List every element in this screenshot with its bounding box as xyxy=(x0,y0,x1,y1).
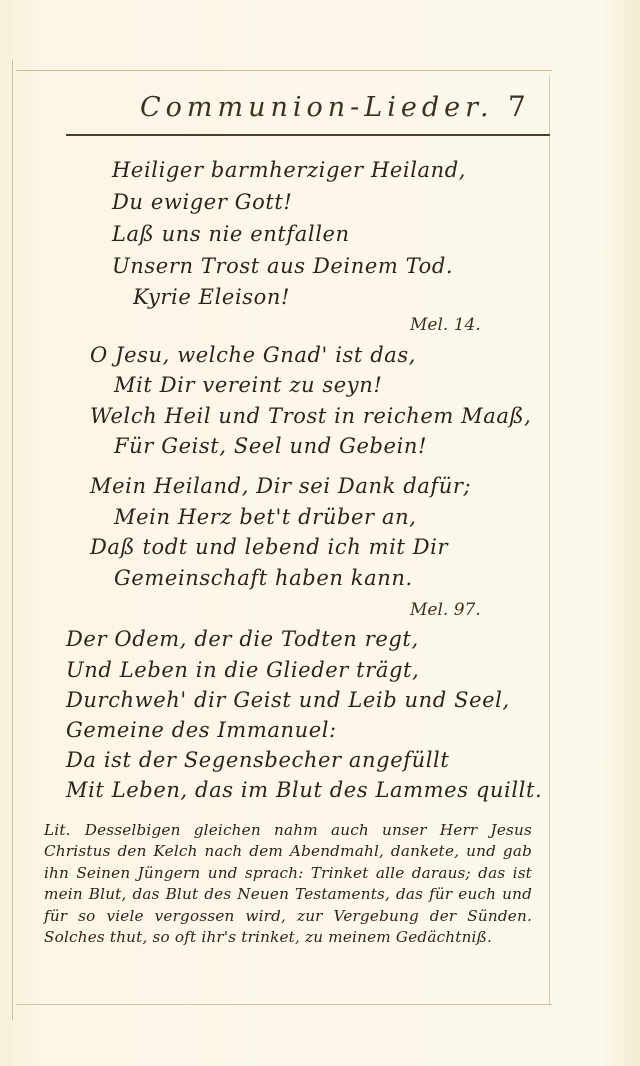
footnote-text: Desselbigen gleichen nahm auch unser Herr Jesus Christus den Kelch nach dem Abendmahl, dankete, und gab ihn Seinen Jüngern und sprach: Trinket alle daraus; das ist mein Blut, das Blut des Neuen Testaments, das für euch und für so viele vergossen wird, zur Vergebung der Sünden. Solches thut, so oft ihr's trinket, zu meinem Gedächtniß. xyxy=(44,821,532,947)
bottom-border-rule xyxy=(16,1004,552,1005)
page-edge-left xyxy=(12,60,13,1020)
verse-line: Gemeine des Immanuel: xyxy=(66,718,337,742)
verse-line: Durchweh' dir Geist und Leib und Seel, xyxy=(66,688,510,712)
verse-line: Daß todt und lebend ich mit Dir xyxy=(90,535,449,559)
header-rule xyxy=(66,134,550,136)
melody-reference: Mel. 97. xyxy=(410,600,481,620)
verse-line: Für Geist, Seel und Gebein! xyxy=(114,434,428,458)
verse-line: Welch Heil und Trost in reichem Maaß, xyxy=(90,404,532,428)
verse-line: Unsern Trost aus Deinem Tod. xyxy=(112,254,454,278)
verse-line: Laß uns nie entfallen xyxy=(112,222,350,246)
verse-line: Mit Leben, das im Blut des Lammes quillt. xyxy=(66,778,543,802)
top-border-rule xyxy=(16,70,552,71)
verse-line: Der Odem, der die Todten regt, xyxy=(66,627,419,651)
verse-line: Kyrie Eleison! xyxy=(133,285,291,309)
verse-line: Gemeinschaft haben kann. xyxy=(114,566,413,590)
verse-line: Du ewiger Gott! xyxy=(112,190,293,214)
verse-line: Und Leben in die Glieder trägt, xyxy=(66,658,420,682)
verse-line: Da ist der Segensbecher angefüllt xyxy=(66,748,450,772)
footnote-label: Lit. xyxy=(44,821,71,839)
verse-line: O Jesu, welche Gnad' ist das, xyxy=(90,343,417,367)
verse-line: Mein Heiland, Dir sei Dank dafür; xyxy=(90,474,472,498)
verse-line: Heiliger barmherziger Heiland, xyxy=(112,158,467,182)
page-number: 7 xyxy=(508,90,526,123)
verse-line: Mein Herz bet't drüber an, xyxy=(114,505,417,529)
verse-line: Mit Dir vereint zu seyn! xyxy=(114,373,383,397)
running-head: Communion-Lieder. xyxy=(140,92,494,123)
footnote xyxy=(44,820,532,948)
page-edge-right xyxy=(549,75,550,1005)
melody-reference: Mel. 14. xyxy=(410,315,481,335)
